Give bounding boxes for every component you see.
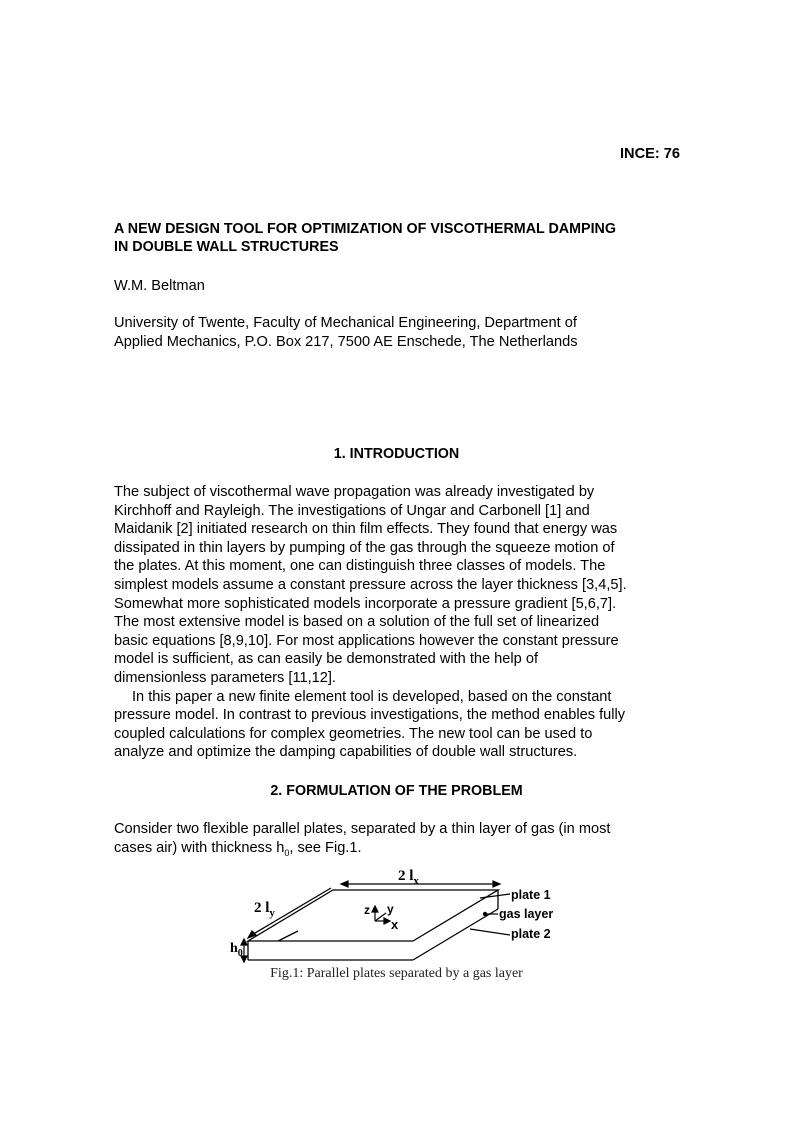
affiliation-line-2: Applied Mechanics, P.O. Box 217, 7500 AE Enschede, The Netherlands <box>114 333 578 350</box>
label-2ly: 2 $l_y$ <box>254 900 275 919</box>
paragraph-line: the plates. At this moment, one can distinguish three classes of models. The <box>114 558 606 575</box>
label-h0: $h_0$ <box>230 941 243 959</box>
section-heading-formulation: 2. FORMULATION OF THE PROBLEM <box>270 783 523 799</box>
arrow-head <box>341 881 348 887</box>
figure-caption: Fig.1: Parallel plates separated by a gas layer <box>270 966 523 981</box>
paragraph-line: simplest models assume a constant pressure across the layer thickness [3,4,5]. <box>114 576 627 593</box>
paragraph-line: Kirchhoff and Rayleigh. The investigations of Ungar and Carbonell [1] and <box>114 502 590 519</box>
introduction-body <box>114 483 689 762</box>
paragraph-line: Consider two flexible parallel plates, separated by a thin layer of gas (in most <box>114 821 611 837</box>
paragraph-line: The subject of viscothermal wave propagation was already investigated by <box>114 484 595 500</box>
section-heading-introduction: 1. INTRODUCTION <box>333 446 460 462</box>
title-line-1: A NEW DESIGN TOOL FOR OPTIMIZATION OF VISCOTHERMAL DAMPING <box>114 221 616 237</box>
paragraph-line-text: In this paper a new finite element tool is developed, based on the constant <box>132 688 612 705</box>
title-line-2: IN DOUBLE WALL STRUCTURES <box>114 239 339 256</box>
formulation-body <box>114 820 689 857</box>
paragraph-line: model is sufficient, as can easily be demonstrated with the help of <box>114 651 538 668</box>
label-axis-y: y <box>387 902 394 916</box>
arrow-head <box>384 918 390 924</box>
figure-parallel-plates <box>228 866 568 966</box>
paragraph-line: basic equations [8,9,10]. For most applications however the constant pressure <box>114 632 619 649</box>
leader-dot <box>483 912 486 915</box>
arrow-head <box>241 939 247 945</box>
paragraph-line: The most extensive model is based on a solution of the full set of linearized <box>114 614 600 631</box>
paragraph-line: coupled calculations for complex geometries. The new tool can be used to <box>114 725 593 742</box>
arrow-head <box>372 906 378 912</box>
paper-title <box>114 220 689 257</box>
plate-2-inner-edge <box>278 931 298 941</box>
label-gas-layer: gas layer <box>499 907 554 921</box>
leader-plate-2 <box>470 929 510 935</box>
arrow-head <box>493 881 500 887</box>
label-axis-z: z <box>364 903 370 917</box>
paper-id: INCE: 76 <box>619 146 680 162</box>
paragraph-line: Somewhat more sophisticated models incorporate a pressure gradient [5,6,7]. <box>114 595 617 612</box>
paragraph-line-indented <box>114 688 689 707</box>
paragraph-line: pressure model. In contrast to previous investigations, the method enables fully <box>114 707 626 724</box>
paragraph-line: dissipated in thin layers by pumping of the gas through the squeeze motion of <box>114 539 615 556</box>
label-plate-2: plate 2 <box>511 927 551 941</box>
paragraph-text: , see Fig.1. <box>289 839 362 856</box>
label-axis-x: x <box>391 917 399 932</box>
leader-plate-1 <box>480 894 510 898</box>
plate-2-side-edge <box>413 909 498 960</box>
paragraph-line: Maidanik [2] initiated research on thin film effects. They found that energy was <box>114 521 618 538</box>
paragraph-line: analyze and optimize the damping capabilities of double wall structures. <box>114 744 578 761</box>
affiliation <box>114 314 684 351</box>
label-2lx: 2 $l_x$ <box>398 868 419 887</box>
paragraph-line: dimensionless parameters [11,12]. <box>114 669 336 686</box>
author: W.M. Beltman <box>114 278 205 294</box>
paragraph-text: cases air) with thickness h <box>114 839 285 856</box>
paragraph-line <box>114 839 689 858</box>
subscript: 0 <box>284 847 290 858</box>
affiliation-line-1: University of Twente, Faculty of Mechanical Engineering, Department of <box>114 315 577 331</box>
label-plate-1: plate 1 <box>511 888 551 902</box>
